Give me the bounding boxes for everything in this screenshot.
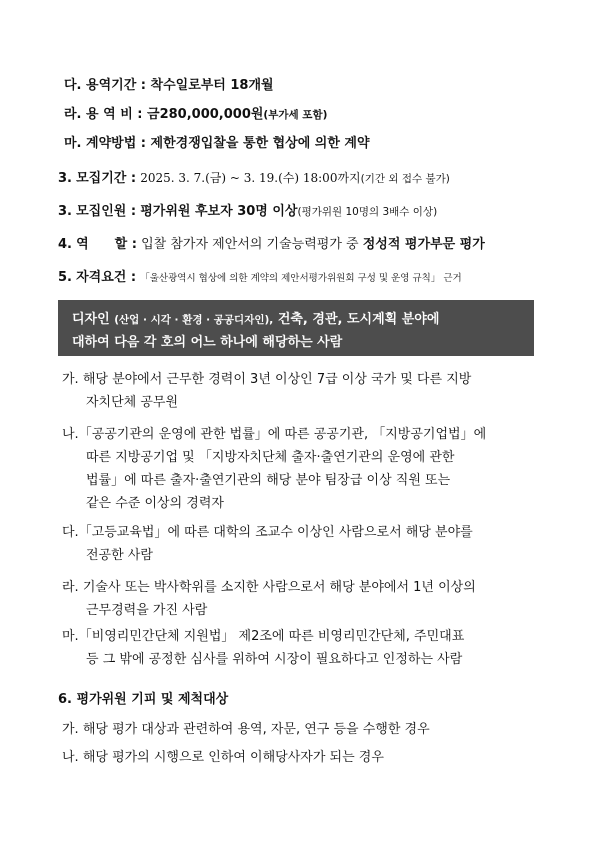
scope-line-1 <box>72 308 439 327</box>
contract-method-value: 제한경쟁입찰을 통한 협상에 의한 계약 <box>150 136 370 151</box>
qualification-scope-box <box>58 300 534 356</box>
qualification-requirement <box>58 266 462 285</box>
contract-cost <box>64 103 327 122</box>
qualification-line: 라. 기술사 또는 박사학위를 소지한 사람으로서 해당 분야에서 1년 이상의 <box>62 580 476 595</box>
exclusion-item: 가. 해당 평가 대상과 관련하여 용역, 자문, 연구 등을 수행한 경우 <box>62 722 430 737</box>
section-6-title: 6. 평가위원 기피 및 제척대상 <box>58 692 229 707</box>
qualification-line: 근무경력을 가진 사람 <box>86 603 208 618</box>
recruit-count-note: (평가위원 10명의 3배수 이상) <box>297 206 438 218</box>
contract-cost-label: 라. 용 역 비 : <box>64 107 143 122</box>
contract-period-label: 다. 용역기간 : <box>64 78 146 93</box>
role-value: 입찰 참가자 제안서의 기술능력평가 중 <box>141 237 359 252</box>
qualification-line: 다.「고등교육법」에 따른 대학의 조교수 이상인 사람으로서 해당 분야를 <box>62 525 473 540</box>
qualification-line: 자치단체 공무원 <box>86 395 179 410</box>
recruit-count-label: 모집인원 : <box>76 204 137 219</box>
contract-method-label: 마. 계약방법 : <box>64 136 146 151</box>
qualification-item-ra <box>62 576 540 622</box>
recruit-period-label: 모집기간 : <box>76 171 137 186</box>
qualification-item-da <box>62 521 540 567</box>
recruit-count <box>58 200 437 219</box>
scope-line-1-c: 건축, 경관, 도시계획 분야에 <box>277 312 440 327</box>
recruit-period-note: (기간 외 접수 불가) <box>360 173 450 185</box>
qualification-item-ma <box>62 625 540 671</box>
qualification-line: 같은 수준 이상의 경력자 <box>86 496 224 511</box>
contract-cost-note: (부가세 포함) <box>263 109 328 121</box>
qualification-line: 가. 해당 분야에서 근무한 경력이 3년 이상인 7급 이상 국가 및 다른 지방 <box>62 372 472 387</box>
qualification-line: 따른 지방공기업 및 「지방자치단체 출자·출연기관의 운영에 관한 <box>86 450 455 465</box>
contract-cost-value: 금280,000,000원 <box>147 107 264 122</box>
contract-period <box>64 74 274 93</box>
qualification-line: 법률」에 따른 출자·출연기관의 해당 분야 팀장급 이상 직원 또는 <box>86 473 451 488</box>
recruit-count-num: 3. <box>58 204 72 219</box>
role-emph: 정성적 평가부문 평가 <box>362 237 485 252</box>
qualification-line: 나.「공공기관의 운영에 관한 법률」에 따른 공공기관, 「지방공기업법」에 <box>62 427 487 442</box>
recruit-period <box>58 167 450 186</box>
role <box>58 233 485 252</box>
scope-line-1-a: 디자인 <box>72 312 110 327</box>
recruit-period-num: 3. <box>58 171 72 186</box>
recruit-period-value: 2025. 3. 7.(금) ~ 3. 19.(수) 18:00까지 <box>140 171 361 185</box>
recruit-count-value: 평가위원 후보자 30명 이상 <box>140 204 298 219</box>
role-label: 역 할 : <box>76 237 137 252</box>
qualification-note: 「울산광역시 협상에 의한 계약의 제안서평가위원회 구성 및 운영 규칙」 근거 <box>140 273 462 284</box>
scope-line-2: 대하여 다음 각 호의 어느 하나에 해당하는 사람 <box>72 335 343 350</box>
exclusion-item: 나. 해당 평가의 시행으로 인하여 이해당사자가 되는 경우 <box>62 750 384 765</box>
qualification-line: 등 그 밖에 공정한 심사를 위하여 시장이 필요하다고 인정하는 사람 <box>86 652 463 667</box>
qualification-line: 마.「비영리민간단체 지원법」 제2조에 따른 비영리민간단체, 주민대표 <box>62 629 465 644</box>
qualification-label: 자격요건 : <box>76 270 137 285</box>
role-num: 4. <box>58 237 72 252</box>
scope-line-1-b: (산업 · 시각 · 환경 · 공공디자인), <box>114 314 274 326</box>
contract-period-value: 착수일로부터 18개월 <box>150 78 274 93</box>
qualification-num: 5. <box>58 270 72 285</box>
contract-method <box>64 132 370 151</box>
qualification-item-na <box>62 423 540 515</box>
qualification-item-ga <box>62 368 540 414</box>
qualification-line: 전공한 사람 <box>86 548 153 563</box>
